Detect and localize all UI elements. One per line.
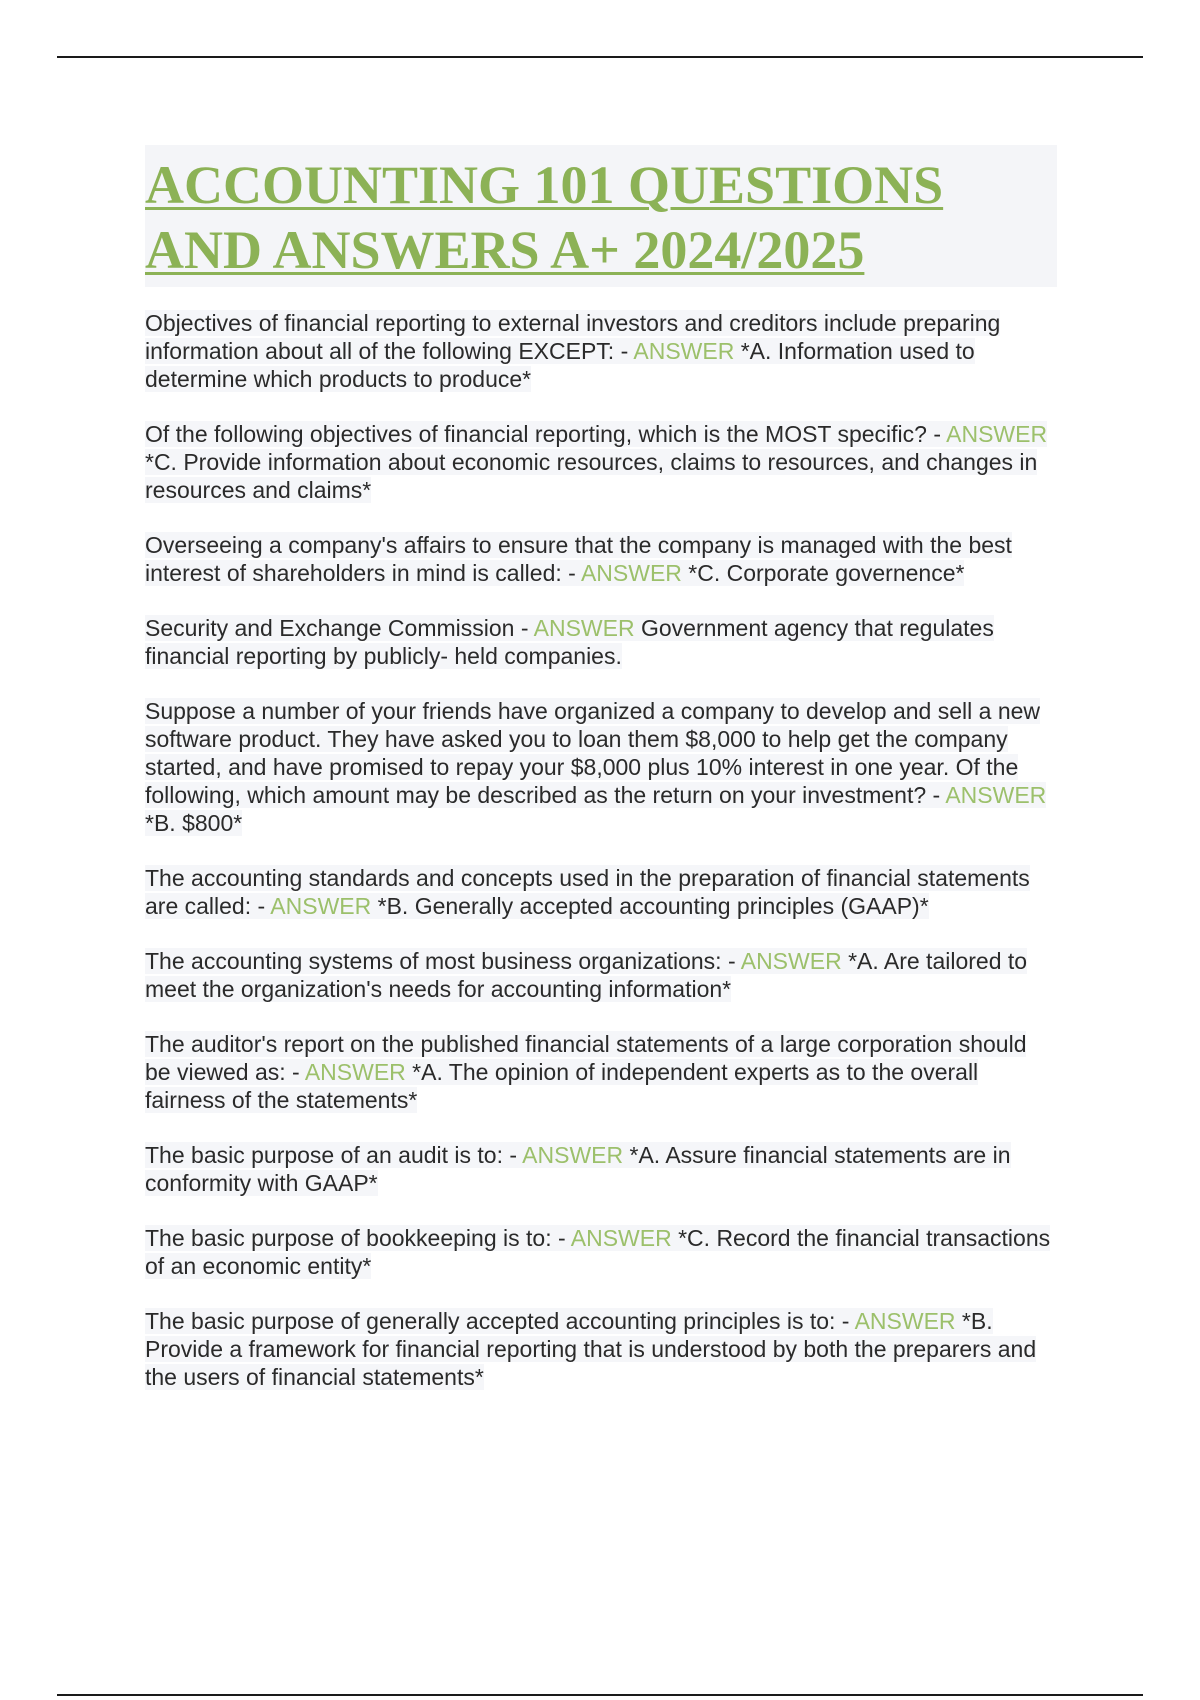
qa-item (145, 420, 1057, 504)
question-text: Overseeing a company's affairs to ensure that the company is managed with the best interest of shareholders in mind is called: - (145, 532, 1012, 586)
qa-item (145, 1224, 1057, 1280)
answer-text: *C. Corporate governence* (681, 560, 965, 586)
qa-list (145, 309, 1057, 1391)
answer-label: ANSWER (946, 421, 1048, 447)
answer-label: ANSWER (270, 893, 372, 919)
answer-label: ANSWER (633, 338, 735, 364)
qa-text (145, 615, 994, 669)
question-text: The auditor's report on the published financial statements of a large corporation should be viewed as: - (145, 1031, 1027, 1085)
document-title: ACCOUNTING 101 QUESTIONS AND ANSWERS A+ 2024/2025 (145, 155, 944, 280)
qa-text (145, 532, 1012, 586)
qa-item (145, 1307, 1057, 1391)
question-text: The accounting systems of most business organizations: - (145, 948, 741, 974)
question-text: The basic purpose of generally accepted accounting principles is to: - (145, 1308, 855, 1334)
answer-label: ANSWER (580, 560, 682, 586)
answer-text: *A. Are tailored to meet the organization's needs for accounting information* (145, 948, 1028, 1002)
question-text: Suppose a number of your friends have organized a company to develop and sell a new software product. They have asked you to loan them $8,000 to help get the company started, and have promised to repay your $8,000 plus 10% interest in one year. Of the following, which amount may be described as the return on your investment? - (145, 698, 1041, 808)
answer-text: *A. The opinion of independent experts as to the overall fairness of the statements* (145, 1059, 979, 1113)
answer-text: *B. Generally accepted accounting principles (GAAP)* (371, 893, 929, 919)
answer-text: *A. Information used to determine which products to produce* (145, 338, 975, 392)
qa-text (145, 1031, 1026, 1113)
document-body (145, 145, 1057, 1418)
qa-text (145, 1225, 1050, 1279)
qa-text (145, 948, 1027, 1002)
question-text: Security and Exchange Commission - (145, 615, 534, 641)
qa-text (145, 1308, 1036, 1390)
qa-text (145, 1142, 1011, 1196)
title-block (145, 145, 1057, 287)
question-text: The accounting standards and concepts used in the preparation of financial statements are called: - (145, 865, 1030, 919)
answer-text: *A. Assure financial statements are in conformity with GAAP* (145, 1142, 1011, 1196)
qa-item (145, 1141, 1057, 1197)
qa-text (145, 421, 1047, 503)
qa-item (145, 614, 1057, 670)
bottom-rule (57, 1694, 1143, 1696)
answer-label: ANSWER (945, 782, 1047, 808)
answer-label: ANSWER (570, 1225, 672, 1251)
qa-text (145, 698, 1046, 836)
qa-item (145, 309, 1057, 393)
qa-item (145, 947, 1057, 1003)
qa-item (145, 864, 1057, 920)
answer-label: ANSWER (854, 1308, 956, 1334)
answer-text: Government agency that regulates financial reporting by publicly- held companies. (145, 615, 994, 669)
answer-label: ANSWER (304, 1059, 406, 1085)
answer-label: ANSWER (522, 1142, 624, 1168)
qa-item (145, 1030, 1057, 1114)
question-text: The basic purpose of bookkeeping is to: - (145, 1225, 571, 1251)
answer-text: *B. $800* (145, 810, 243, 836)
answer-label: ANSWER (740, 948, 842, 974)
question-text: Objectives of financial reporting to external investors and creditors include preparing information about all of the following EXCEPT: - (145, 310, 1001, 364)
qa-text (145, 310, 1000, 392)
answer-label: ANSWER (533, 615, 635, 641)
answer-text: *C. Provide information about economic resources, claims to resources, and changes in resources and claims* (145, 449, 1038, 503)
qa-item (145, 697, 1057, 837)
answer-text: *B. Provide a framework for financial reporting that is understood by both the preparers and the users of financial statements* (145, 1308, 1037, 1390)
qa-text (145, 865, 1030, 919)
question-text: The basic purpose of an audit is to: - (145, 1142, 523, 1168)
question-text: Of the following objectives of financial reporting, which is the MOST specific? - (145, 421, 947, 447)
answer-text: *C. Record the financial transactions of an economic entity* (145, 1225, 1051, 1279)
qa-item (145, 531, 1057, 587)
top-rule (57, 56, 1143, 58)
